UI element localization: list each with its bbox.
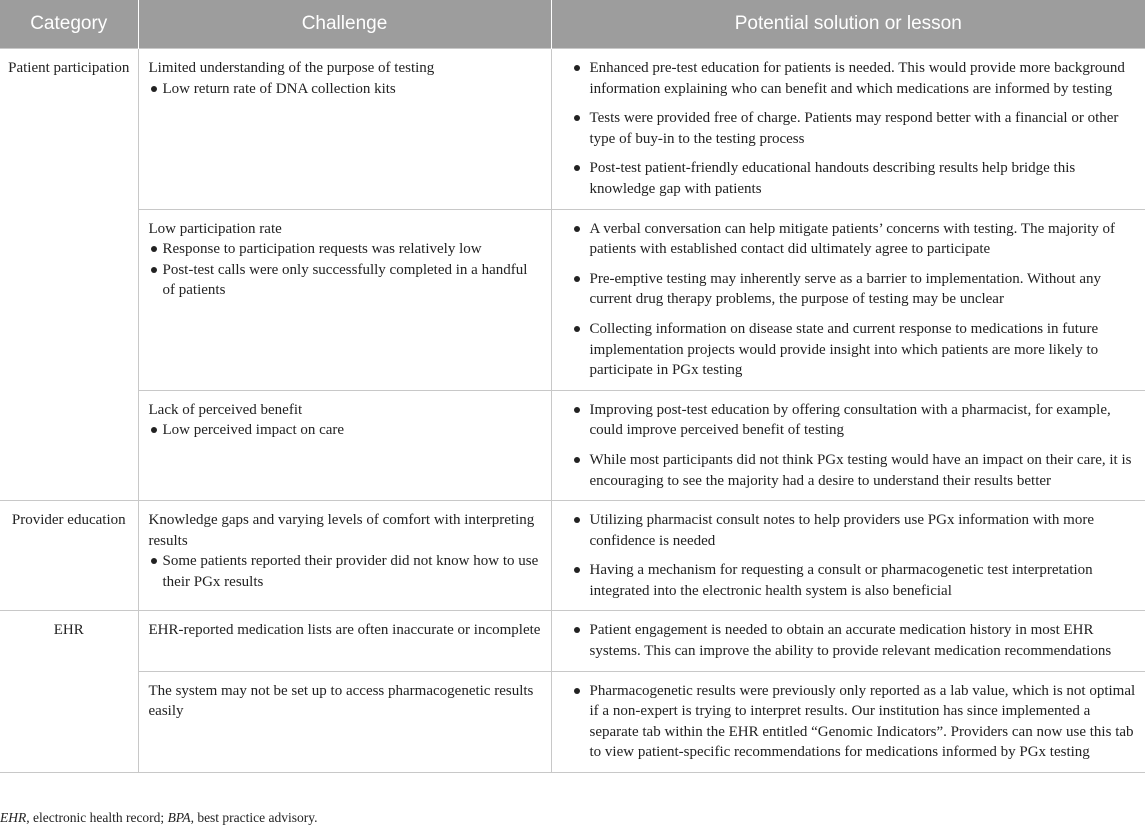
header-solution: Potential solution or lesson bbox=[551, 0, 1145, 49]
challenge-bullet: Response to participation requests was relatively low bbox=[149, 239, 542, 260]
category-cell: EHR bbox=[0, 611, 138, 773]
solution-item: While most participants did not think PGx testing would have an impact on their care, it is encouraging to see the majority had a desire to understand their results better bbox=[562, 450, 1137, 491]
table-row bbox=[0, 49, 1145, 210]
challenge-cell bbox=[138, 671, 551, 772]
footnote-def-bpa: , best practice advisory. bbox=[190, 810, 318, 825]
solution-cell bbox=[551, 209, 1145, 390]
table-row bbox=[0, 390, 1145, 500]
solution-cell bbox=[551, 671, 1145, 772]
header-challenge: Challenge bbox=[138, 0, 551, 49]
solution-cell bbox=[551, 49, 1145, 210]
challenge-cell bbox=[138, 49, 551, 210]
footnote-abbr-ehr: EHR bbox=[0, 810, 27, 825]
solution-item: Utilizing pharmacist consult notes to help providers use PGx information with more confidence is needed bbox=[562, 510, 1137, 551]
challenge-cell bbox=[138, 390, 551, 500]
challenge-title: Low participation rate bbox=[148, 220, 282, 237]
solution-item: Post-test patient-friendly educational handouts describing results help bridge this knowledge gap with patients bbox=[562, 158, 1137, 199]
solution-item: Pharmacogenetic results were previously only reported as a lab value, which is not optimal if a non-expert is trying to interpret results. Our institution has since implemented a separate tab within the EHR entitled “Genomic Indicators”. Providers can now use this tab to view patient-specific recommendations for medications informed by PGx testing bbox=[562, 681, 1137, 763]
solution-item: Collecting information on disease state and current response to medications in future implementation projects would provide insight into which patients are more likely to participate in PGx testing bbox=[562, 319, 1137, 381]
challenge-cell bbox=[138, 209, 551, 390]
challenge-title: EHR-reported medication lists are often inaccurate or incomplete bbox=[148, 622, 541, 639]
solution-item: Improving post-test education by offering consultation with a pharmacist, for example, could improve perceived benefit of testing bbox=[562, 400, 1137, 441]
challenge-bullet: Post-test calls were only successfully completed in a handful of patients bbox=[149, 260, 542, 301]
challenge-bullet: Some patients reported their provider did not know how to use their PGx results bbox=[149, 551, 542, 592]
solution-item: Enhanced pre-test education for patients is needed. This would provide more background information explaining who can benefit and which medications are informed by testing bbox=[562, 58, 1137, 99]
footnote-def-ehr: , electronic health record; bbox=[26, 810, 168, 825]
solution-item: Tests were provided free of charge. Patients may respond better with a financial or other type of buy-in to the testing process bbox=[562, 108, 1137, 149]
table-footnote bbox=[0, 810, 318, 826]
header-category: Category bbox=[0, 0, 138, 49]
solution-item: Patient engagement is needed to obtain an accurate medication history in most EHR systems. This can improve the ability to provide relevant medication recommendations bbox=[562, 620, 1137, 661]
solution-cell bbox=[551, 390, 1145, 500]
table-row bbox=[0, 501, 1145, 611]
solution-item: A verbal conversation can help mitigate patients’ concerns with testing. The majority of patients with established contact did ultimately agree to participate bbox=[562, 219, 1137, 260]
challenge-cell bbox=[138, 611, 551, 671]
category-cell: Patient participation bbox=[0, 49, 138, 501]
table-row bbox=[0, 209, 1145, 390]
challenge-bullet: Low return rate of DNA collection kits bbox=[149, 79, 542, 100]
solution-cell bbox=[551, 611, 1145, 671]
table-row bbox=[0, 611, 1145, 671]
solution-item: Having a mechanism for requesting a consult or pharmacogenetic test interpretation integrated into the electronic health system is also beneficial bbox=[562, 560, 1137, 601]
table-row bbox=[0, 671, 1145, 772]
challenge-cell bbox=[138, 501, 551, 611]
footnote-abbr-bpa: BPA bbox=[167, 810, 191, 825]
challenge-title: Knowledge gaps and varying levels of comfort with interpreting results bbox=[148, 512, 535, 549]
solution-item: Pre-emptive testing may inherently serve as a barrier to implementation. Without any current drug therapy problems, the purpose of testing may be unclear bbox=[562, 269, 1137, 310]
challenge-title: Limited understanding of the purpose of testing bbox=[148, 60, 435, 76]
challenge-title: Lack of perceived benefit bbox=[148, 401, 303, 418]
challenge-title: The system may not be set up to access pharmacogenetic results easily bbox=[148, 682, 534, 720]
challenge-bullet: Low perceived impact on care bbox=[149, 420, 542, 441]
category-cell: Provider education bbox=[0, 501, 138, 611]
header-row bbox=[0, 0, 1145, 49]
solution-cell bbox=[551, 501, 1145, 611]
